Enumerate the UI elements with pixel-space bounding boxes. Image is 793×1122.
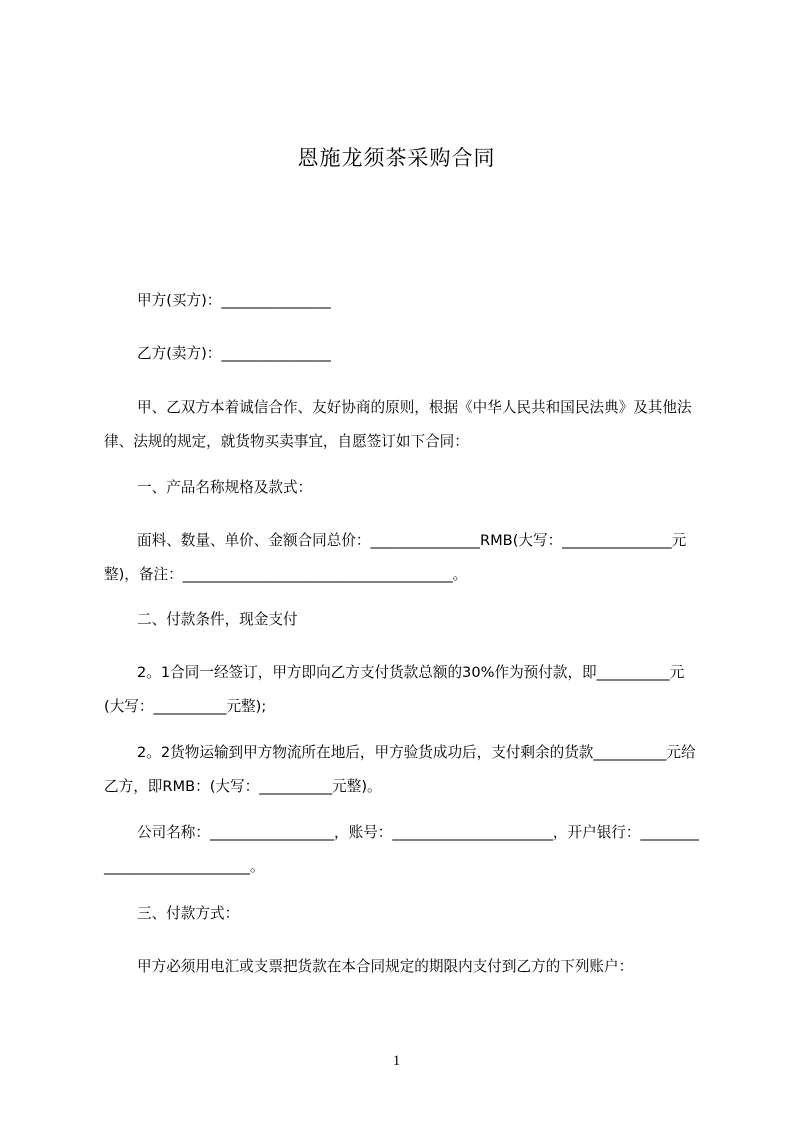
page-number: 1 [392, 1053, 401, 1069]
section-3-body: 甲方必须用电汇或支票把货款在本合同规定的期限内支付到乙方的下列账户： [137, 958, 634, 975]
section-2-heading: 二、付款条件，现金支付 [137, 611, 298, 628]
party-b-line: 乙方(卖方)：_______________ [137, 345, 331, 362]
document-title: 恩施龙须茶采购合同 [297, 146, 496, 170]
preamble-paragraph: 甲、乙双方本着诚信合作、友好协商的原则，根据《中华人民共和国民法典》及其他法律、法规的规定，就货物买卖事宜，自愿签订如下合同： [104, 399, 692, 450]
section-1-body: 面料、数量、单价、金额合同总价：_______________RMB(大写：_______________元整)，备注：_____________________________________。 [104, 532, 687, 583]
party-a-line: 甲方(买方)：_______________ [137, 292, 331, 309]
company-info: 公司名称：_________________，账号：______________________，开户银行：____________________________。 [104, 824, 699, 875]
section-3-heading: 三、付款方式： [137, 905, 240, 922]
clause-2-2: 2。2货物运输到甲方物流所在地后，甲方验货成功后，支付剩余的货款__________元给乙方，即RMB：(大写：__________元整)。 [104, 744, 696, 795]
clause-2-1: 2。1合同一经签订，甲方即向乙方支付货款总额的30%作为预付款，即__________元(大写：__________元整); [104, 664, 685, 715]
section-1-heading: 一、产品名称规格及款式： [137, 479, 313, 496]
